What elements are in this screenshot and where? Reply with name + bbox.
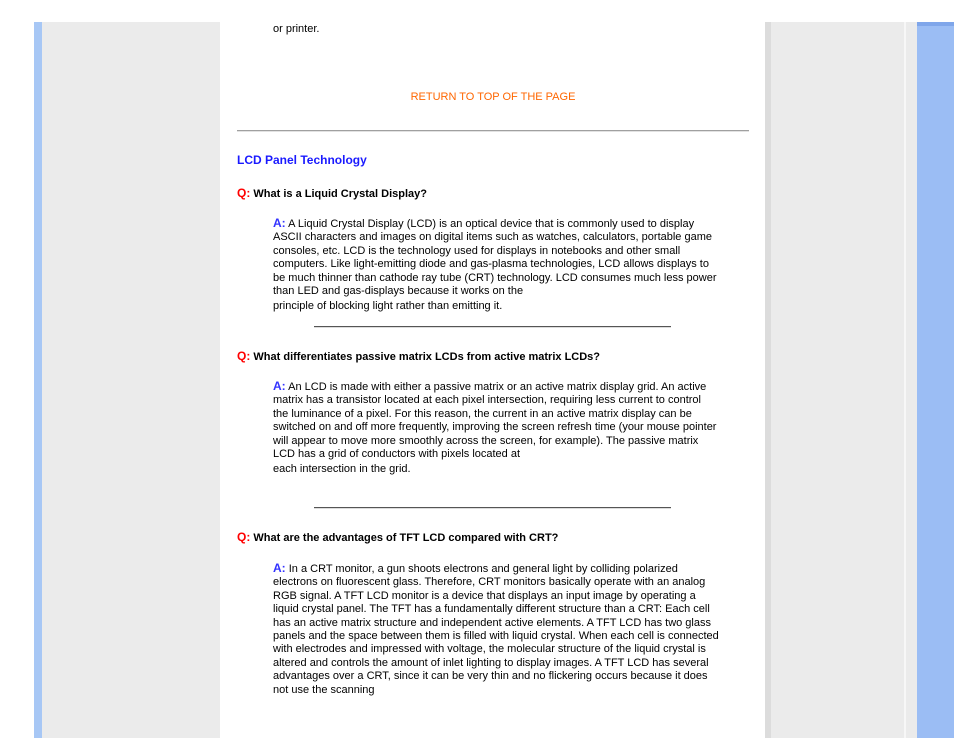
faq-question-1 <box>237 186 427 200</box>
right-divider-line <box>904 22 906 738</box>
faq-answer-1 <box>273 217 719 314</box>
faq-answer-2 <box>273 380 719 477</box>
answer-divider <box>314 326 671 328</box>
faq-question-3 <box>237 530 558 544</box>
right-blue-bar <box>917 22 954 738</box>
question-marker: Q: <box>237 186 251 200</box>
answer-text: In a CRT monitor, a gun shoots electrons and general light by colliding polarized electrons on fluorescent glass. Therefore, CRT monitors basically operate with an analog RGB signal. A TFT LCD monitor is a device that displays an input image by operating a liquid crystal panel. The TFT has a fundamentally different structure than a CRT: Each cell has an active matrix structure and independent active elements. A TFT LCD has two glass panels and the space between them is filled with liquid crystal. When each cell is connected with electrodes and impressed with voltage, the molecular structure of the liquid crystal is altered and controls the amount of inlet lighting to display images. A TFT LCD has several advantages over a CRT, since it can be very thin and no flickering occurs because it does not use the scanning <box>273 563 719 696</box>
return-to-top-link[interactable]: RETURN TO TOP OF THE PAGE <box>410 91 576 103</box>
answer-text-last-line: principle of blocking light rather than emitting it. <box>273 300 503 313</box>
answer-text: A Liquid Crystal Display (LCD) is an optical device that is commonly used to display ASCII characters and images on digital items such as watches, calculators, portable game consoles, etc. LCD is the technology used for displays in notebooks and other small computers. Like light-emitting diode and gas-plasma technologies, LCD allows displays to be much thinner than cathode ray tube (CRT) technology. LCD consumes much less power than LED and gas-displays because it works on the <box>273 218 717 298</box>
question-marker: Q: <box>237 349 251 363</box>
answer-text: An LCD is made with either a passive matrix or an active matrix display grid. An active matrix has a transistor located at each pixel intersection, requiring less current to control the luminance of a pixel. For this reason, the current in an active matrix display can be switched on and off more frequently, improving the screen refresh time (your mouse pointer will appear to move more smoothly across the screen, for example). The passive matrix LCD has a grid of conductors with pixels located at <box>273 381 717 461</box>
answer-marker: A: <box>273 216 286 230</box>
faq-answer-3 <box>273 562 719 697</box>
left-gray-margin <box>42 22 220 738</box>
answer-text-last-line: each intersection in the grid. <box>273 463 411 476</box>
right-shadow-strip <box>765 22 771 738</box>
question-text: What are the advantages of TFT LCD compared with CRT? <box>253 532 559 544</box>
right-gray-margin <box>765 22 917 738</box>
question-text: What is a Liquid Crystal Display? <box>253 188 427 200</box>
answer-marker: A: <box>273 379 286 393</box>
right-blue-bar-top <box>917 22 954 26</box>
section-title: LCD Panel Technology <box>237 153 367 167</box>
answer-marker: A: <box>273 561 286 575</box>
answer-divider <box>314 507 671 509</box>
question-marker: Q: <box>237 530 251 544</box>
faq-question-2 <box>237 349 600 363</box>
previous-text-fragment: or printer. <box>273 23 320 35</box>
left-blue-bar <box>34 22 42 738</box>
section-divider <box>237 130 749 132</box>
question-text: What differentiates passive matrix LCDs from active matrix LCDs? <box>253 351 601 363</box>
